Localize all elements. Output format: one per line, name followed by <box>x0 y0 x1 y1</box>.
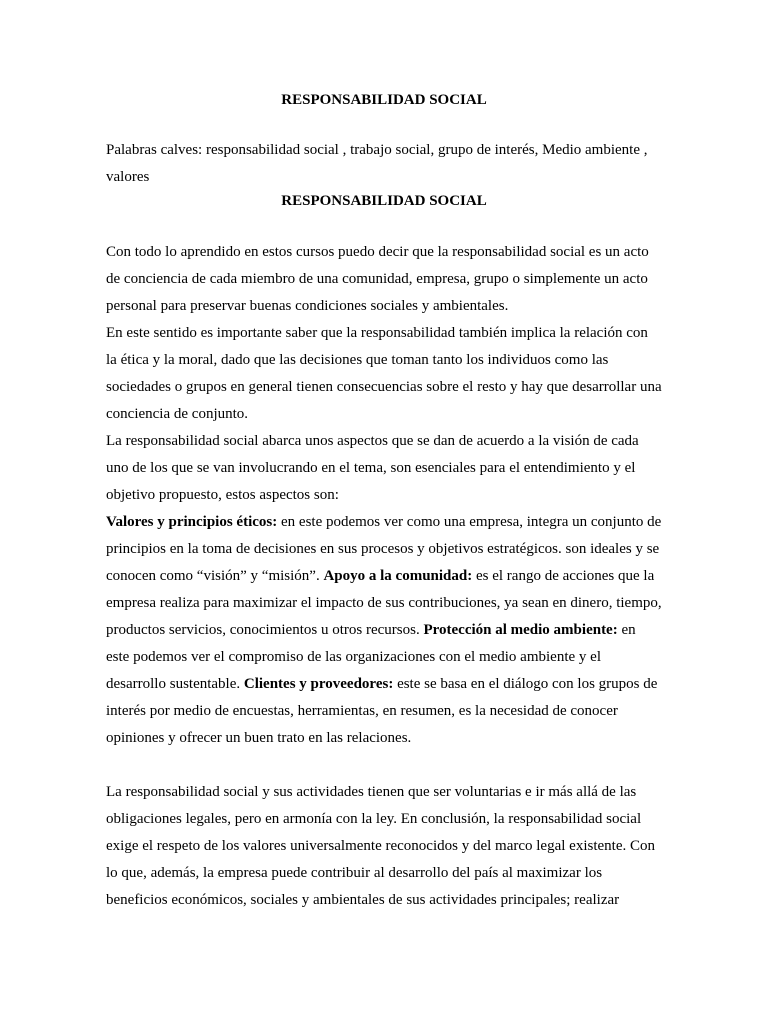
section-heading: RESPONSABILIDAD SOCIAL <box>281 193 487 209</box>
keywords-line: Palabras calves: responsabilidad social , trabajo social, grupo de interés, Medio ambiente , valores <box>106 142 648 185</box>
aspect-label-clients: Clientes y proveedores: <box>243 676 394 692</box>
aspect-text-values: en este podemos ver como una empresa, integra un conjunto de principios en la toma de decisiones en sus procesos y objetivos estratégicos. son ideales y se conocen como “visión” y “misión”. <box>106 514 662 584</box>
aspect-text-clients: este se basa en el diálogo con los grupos de interés por medio de encuestas, herramientas, en resumen, es la necesidad de conocer opiniones y ofrecer un buen trato en las relaciones. <box>106 676 658 746</box>
aspect-text-environment: en este podemos ver el compromiso de las organizaciones con el medio ambiente y el desarrollo sustentable. <box>106 622 636 692</box>
document-title: RESPONSABILIDAD SOCIAL <box>281 92 487 108</box>
paragraph-aspects-intro: La responsabilidad social abarca unos aspectos que se dan de acuerdo a la visión de cada uno de los que se van involucrando en el tema, son esenciales para el entendimiento y el objetivo propuesto, estos aspectos son: <box>106 433 639 503</box>
paragraph-ethics: En este sentido es importante saber que la responsabilidad también implica la relación con la ética y la moral, dado que las decisiones que toman tanto los individuos como las sociedades o grupos en general tienen consecuencias sobre el resto y hay que desarrollar una conciencia de conjunto. <box>106 325 662 422</box>
paragraph-intro: Con todo lo aprendido en estos cursos puedo decir que la responsabilidad social es un acto de conciencia de cada miembro de una comunidad, empresa, grupo o simplemente un acto personal para preservar buenas condiciones sociales y ambientales. <box>106 244 649 314</box>
paragraph-spacer <box>106 752 662 779</box>
paragraph-aspects-list <box>106 509 662 752</box>
aspect-text-community: es el rango de acciones que la empresa realiza para maximizar el impacto de sus contribuciones, ya sean en dinero, tiempo, productos servicios, conocimientos u otros recursos. <box>106 568 662 638</box>
aspect-label-community: Apoyo a la comunidad: <box>323 568 473 584</box>
aspect-label-environment: Protección al medio ambiente: <box>423 622 618 638</box>
aspect-label-values: Valores y principios éticos: <box>106 514 278 530</box>
paragraph-conclusion: La responsabilidad social y sus actividades tienen que ser voluntarias e ir más allá de las obligaciones legales, pero en armonía con la ley. En conclusión, la responsabilidad social exige el respeto de los valores universalmente reconocidos y del marco legal existente. Con lo que, además, la empresa puede contribuir al desarrollo del país al maximizar los beneficios económicos, sociales y ambientales de sus actividades principales; realizar <box>106 784 655 908</box>
